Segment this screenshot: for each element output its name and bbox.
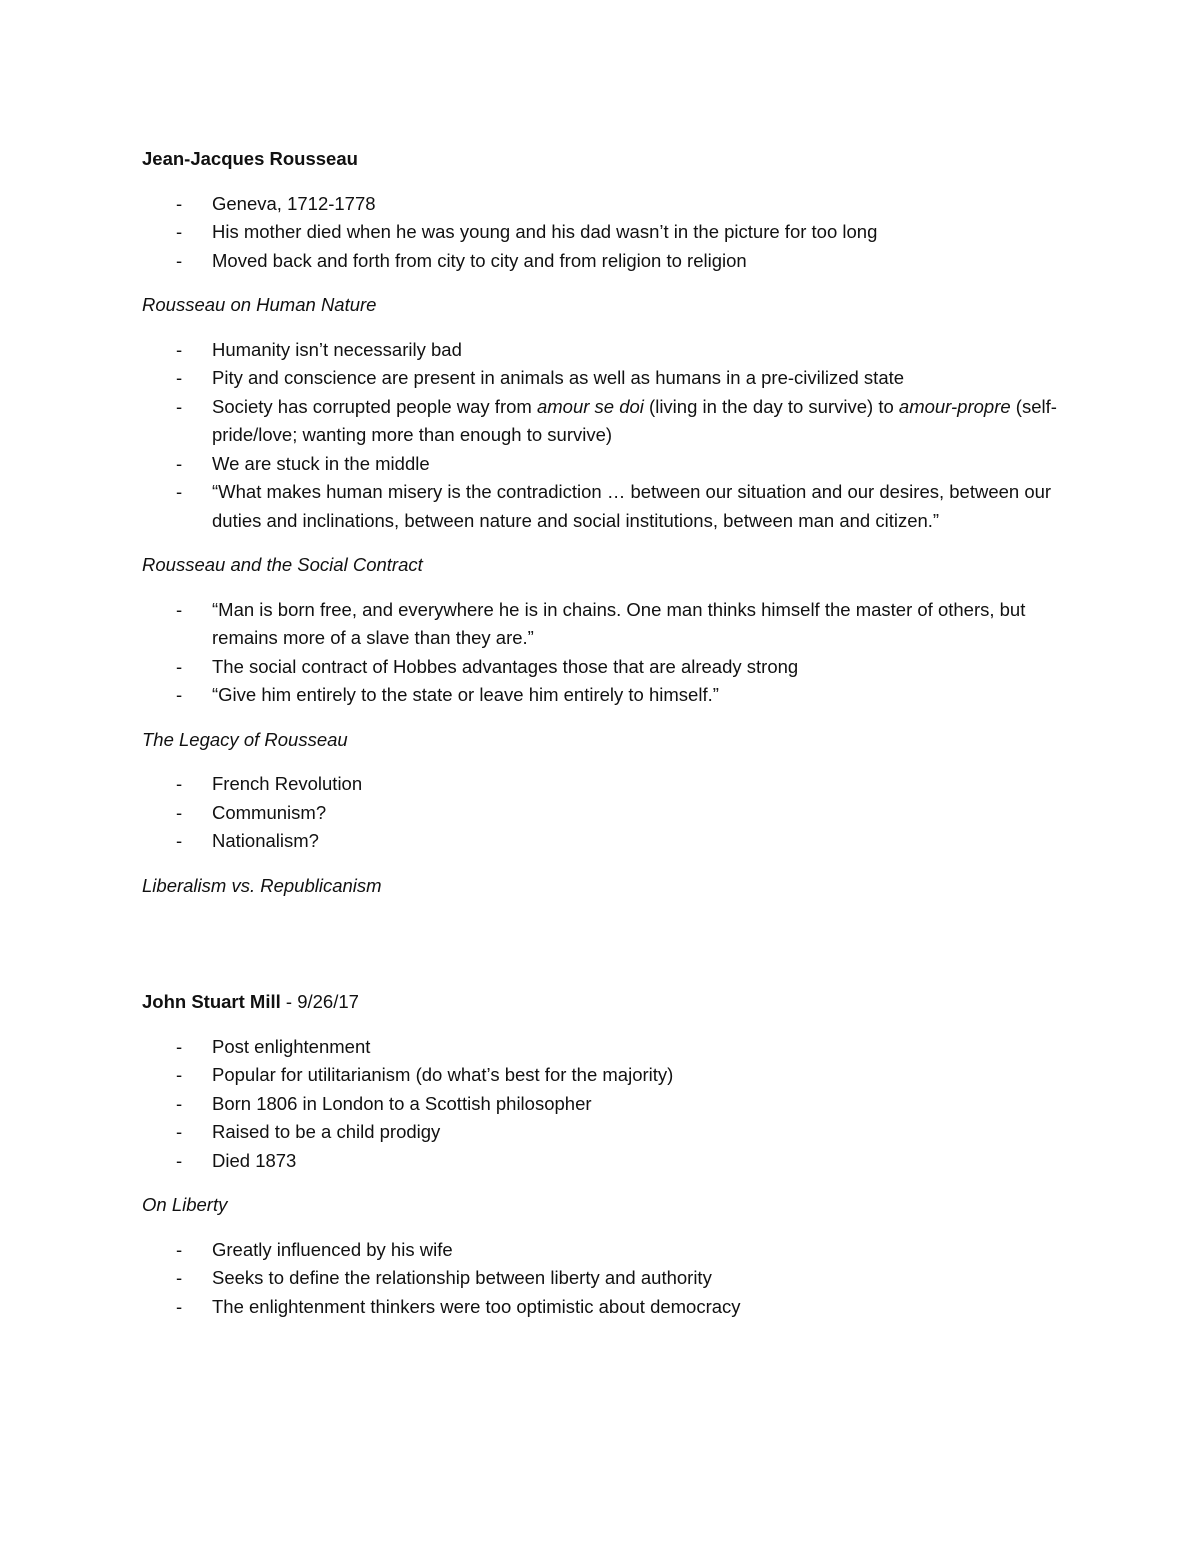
list-item: - Raised to be a child prodigy: [176, 1121, 441, 1142]
section-heading-rousseau: Jean-Jacques Rousseau: [142, 148, 358, 169]
list-item: - His mother died when he was young and his dad wasn’t in the picture for too long: [176, 221, 878, 242]
list-item: - “Man is born free, and everywhere he is in chains. One man thinks himself the master of others, but remains more of a slave than they are.”: [176, 598, 1026, 648]
blank-space: [142, 900, 1082, 988]
list-item: - Born 1806 in London to a Scottish philosopher: [176, 1092, 592, 1114]
list-item: - Moved back and forth from city to city and from religion to religion: [176, 249, 747, 271]
list-item: - Post enlightenment: [176, 1035, 371, 1057]
section-heading-social-contract: Rousseau and the Social Contract: [142, 554, 423, 575]
list-item: - We are stuck in the middle: [176, 452, 430, 474]
list-item: - Geneva, 1712-1778: [176, 192, 376, 214]
italic-term: amour se doi: [536, 395, 644, 417]
bullet-list-on-liberty: [142, 1236, 1082, 1322]
list-item: - “Give him entirely to the state or leave him entirely to himself.”: [176, 684, 719, 705]
section-heading-legacy: The Legacy of Rousseau: [142, 728, 348, 750]
section-heading-human-nature: Rousseau on Human Nature: [142, 294, 377, 315]
list-item: - Society has corrupted people way from amour se doi (living in the day to survive) to amour-propre (self-pride/love; wanting more than enough to survive): [176, 395, 1057, 445]
list-item: - Humanity isn’t necessarily bad: [176, 338, 462, 360]
list-item: - Died 1873: [176, 1149, 297, 1171]
italic-term: amour-propre: [898, 395, 1011, 417]
bullet-list-mill: [142, 1033, 1082, 1176]
bullet-list-human-nature: [142, 336, 1082, 536]
section-heading-liberalism: Liberalism vs. Republicanism: [142, 874, 382, 896]
bullet-list-rousseau: [142, 190, 1082, 276]
section-heading-mill: John Stuart Mill - 9/26/17: [142, 991, 359, 1012]
list-item: - Popular for utilitarianism (do what’s best for the majority): [176, 1064, 674, 1085]
list-item: - Greatly influenced by his wife: [176, 1238, 453, 1260]
list-item: - The social contract of Hobbes advantages those that are already strong: [176, 655, 799, 677]
section-heading-on-liberty: On Liberty: [142, 1194, 228, 1215]
list-item: - Seeks to define the relationship between liberty and authority: [176, 1267, 712, 1288]
list-item: - Pity and conscience are present in animals as well as humans in a pre-civilized state: [176, 367, 905, 388]
list-item: - Communism?: [176, 801, 327, 823]
list-item: - Nationalism?: [176, 830, 319, 851]
document-body: [142, 145, 1082, 1337]
list-item: - French Revolution: [176, 773, 363, 794]
list-item: - “What makes human misery is the contradiction … between our situation and our desires, between our duties and inclinations, between nature and social institutions, between man and citizen.”: [176, 481, 1052, 531]
list-item: - The enlightenment thinkers were too optimistic about democracy: [176, 1295, 741, 1317]
bullet-list-social-contract: [142, 596, 1082, 710]
bullet-list-legacy: [142, 770, 1082, 856]
